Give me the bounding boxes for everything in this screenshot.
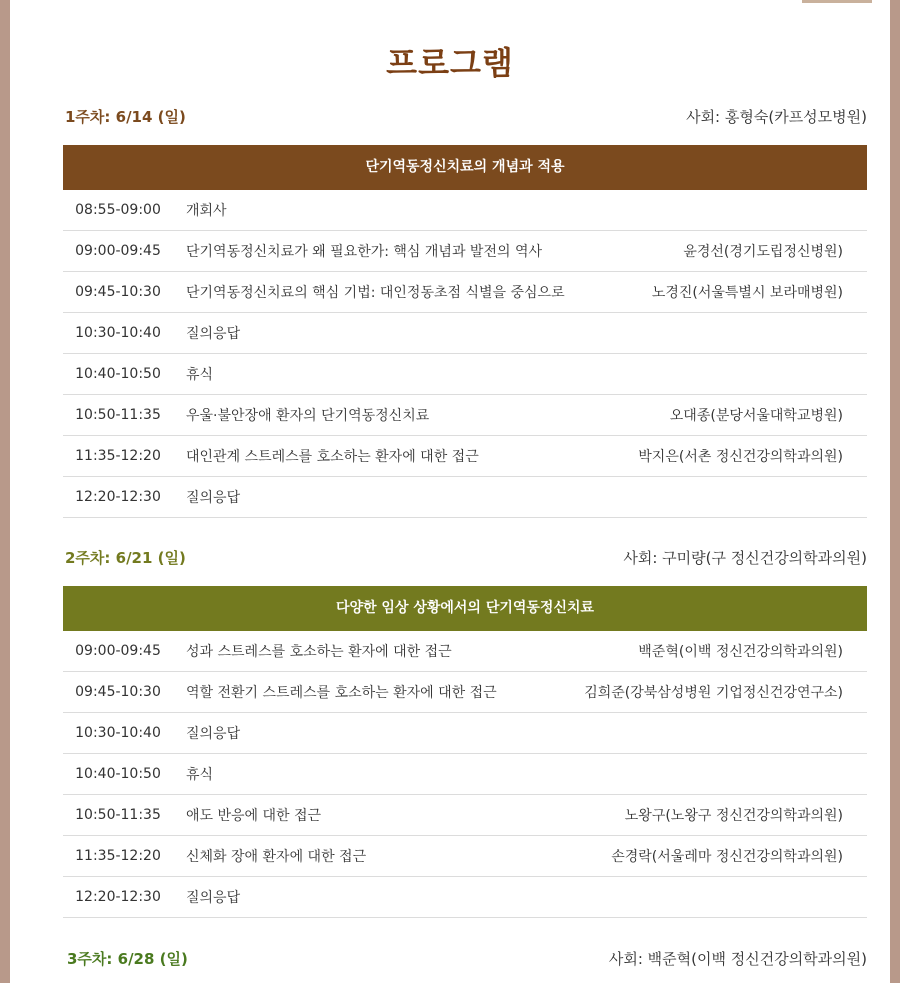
topic-cell: 대인관계 스트레스를 호소하는 환자에 대한 접근 <box>186 449 479 465</box>
week-label: 3주차: 6/28 (일) <box>67 950 188 968</box>
page-title: 프로그램 <box>386 44 514 82</box>
session-title-bar: 단기역동정신치료의 개념과 적용 <box>63 145 867 190</box>
time-cell: 10:30-10:40 <box>75 325 161 341</box>
table-row <box>63 436 867 477</box>
speaker-cell: 노경진(서울특별시 보라매병원) <box>651 285 843 301</box>
speaker-cell: 손경락(서울레마 정신건강의학과의원) <box>611 849 843 865</box>
time-cell: 09:00-09:45 <box>75 643 161 659</box>
schedule-table <box>63 190 867 518</box>
time-cell: 09:45-10:30 <box>75 284 161 300</box>
topic-cell: 신체화 장애 환자에 대한 접근 <box>186 849 367 865</box>
time-cell: 08:55-09:00 <box>75 202 161 218</box>
topic-cell: 애도 반응에 대한 접근 <box>186 808 322 824</box>
topic-cell: 질의응답 <box>186 726 241 742</box>
time-cell: 12:20-12:30 <box>75 889 161 905</box>
table-row <box>63 272 867 313</box>
week-3-section <box>63 944 867 972</box>
topic-cell: 성과 스트레스를 호소하는 환자에 대한 접근 <box>186 644 452 660</box>
time-cell: 10:40-10:50 <box>75 766 161 782</box>
time-cell: 10:50-11:35 <box>75 407 161 423</box>
moderator: 사회: 구미량(구 정신건강의학과의원) <box>623 549 867 567</box>
time-cell: 09:45-10:30 <box>75 684 161 700</box>
time-cell: 10:40-10:50 <box>75 366 161 382</box>
week-1-section <box>63 102 867 518</box>
table-row <box>63 231 867 272</box>
week-label: 2주차: 6/21 (일) <box>65 549 186 567</box>
week-header <box>63 102 867 130</box>
time-cell: 10:30-10:40 <box>75 725 161 741</box>
topic-cell: 휴식 <box>186 367 214 383</box>
time-cell: 11:35-12:20 <box>75 448 161 464</box>
speaker-cell: 노왕구(노왕구 정신건강의학과의원) <box>624 808 843 824</box>
speaker-cell: 박지은(서촌 정신건강의학과의원) <box>638 449 843 465</box>
time-cell: 09:00-09:45 <box>75 243 161 259</box>
speaker-cell: 오대종(분당서울대학교병원) <box>669 408 843 424</box>
table-row <box>63 836 867 877</box>
speaker-cell: 백준혁(이백 정신건강의학과의원) <box>638 644 843 660</box>
topic-cell: 역할 전환기 스트레스를 호소하는 환자에 대한 접근 <box>186 685 497 701</box>
topic-cell: 단기역동정신치료의 핵심 기법: 대인정동초점 식별을 중심으로 <box>186 285 565 301</box>
week-label: 1주차: 6/14 (일) <box>65 108 186 126</box>
top-decoration <box>802 0 872 3</box>
table-row <box>63 795 867 836</box>
moderator: 사회: 백준혁(이백 정신건강의학과의원) <box>608 950 867 968</box>
table-row <box>63 190 867 231</box>
speaker-cell: 김희준(강북삼성병원 기업정신건강연구소) <box>584 685 843 701</box>
table-row <box>63 877 867 918</box>
table-row <box>63 672 867 713</box>
time-cell: 11:35-12:20 <box>75 848 161 864</box>
table-row <box>63 395 867 436</box>
speaker-cell: 윤경선(경기도립정신병원) <box>683 244 843 260</box>
topic-cell: 개회사 <box>186 203 227 219</box>
topic-cell: 휴식 <box>186 767 214 783</box>
session-title-bar: 다양한 임상 상황에서의 단기역동정신치료 <box>63 586 867 631</box>
table-row <box>63 477 867 518</box>
topic-cell: 우울·불안장애 환자의 단기역동정신치료 <box>186 408 430 424</box>
topic-cell: 질의응답 <box>186 890 241 906</box>
table-row <box>63 354 867 395</box>
week-header <box>63 944 867 972</box>
table-row <box>63 313 867 354</box>
table-row <box>63 631 867 672</box>
schedule-table <box>63 631 867 918</box>
topic-cell: 단기역동정신치료가 왜 필요한가: 핵심 개념과 발전의 역사 <box>186 244 542 260</box>
table-row <box>63 754 867 795</box>
topic-cell: 질의응답 <box>186 490 241 506</box>
week-2-section <box>63 543 867 918</box>
moderator: 사회: 홍형숙(카프성모병원) <box>686 108 867 126</box>
table-row <box>63 713 867 754</box>
topic-cell: 질의응답 <box>186 326 241 342</box>
time-cell: 10:50-11:35 <box>75 807 161 823</box>
time-cell: 12:20-12:30 <box>75 489 161 505</box>
week-header <box>63 543 867 571</box>
